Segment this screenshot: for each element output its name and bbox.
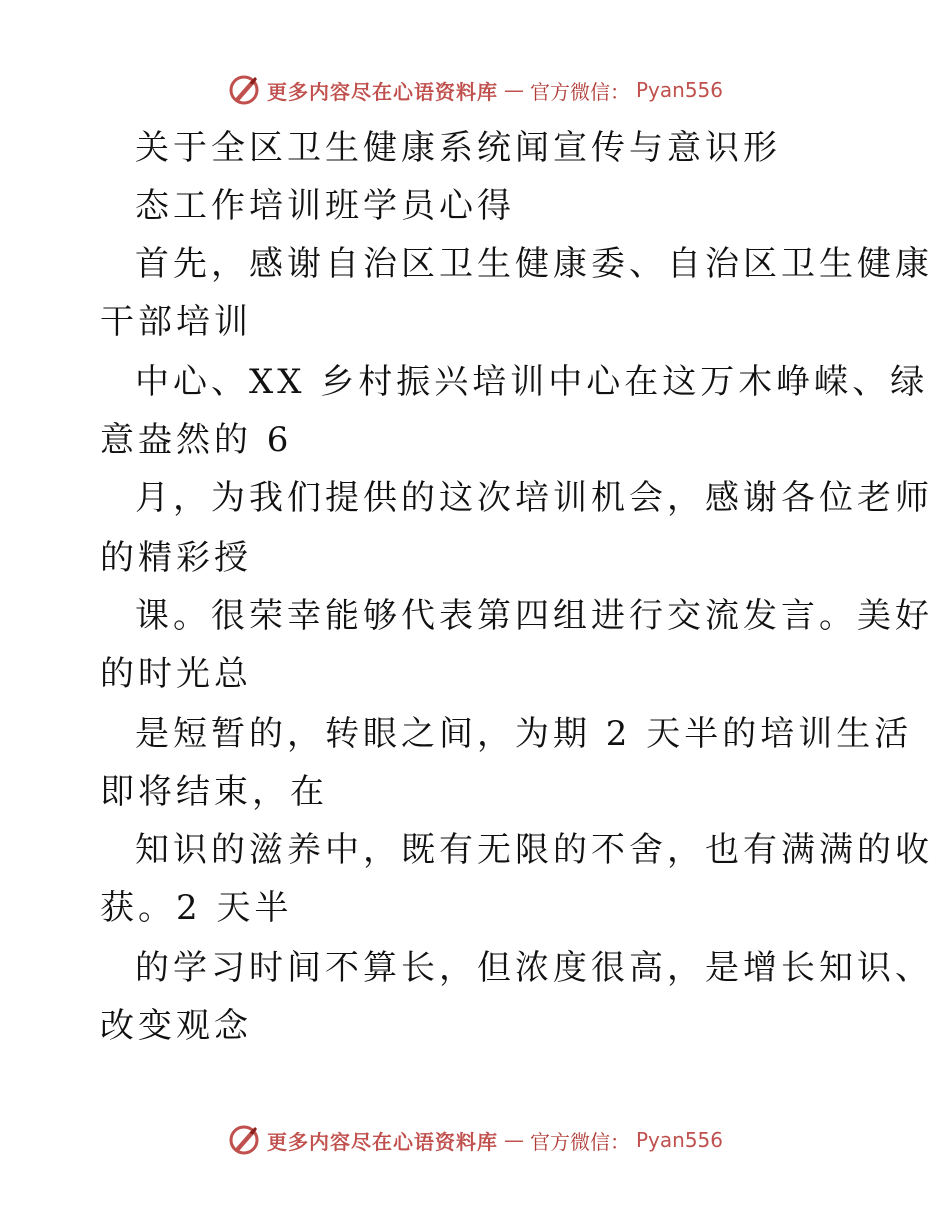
paragraph-line: 中心、XX 乡村振兴培训中心在这万木峥嵘、绿: [135, 362, 929, 402]
paragraph-line: 是短暂的，转眼之间，为期 2 天半的培训生活: [135, 714, 913, 754]
header-watermark: [0, 70, 950, 110]
paragraph-line: 获。2 天半: [100, 888, 293, 928]
paragraph-line: 首先，感谢自治区卫生健康委、自治区卫生健康: [135, 244, 933, 284]
paragraph-line: 即将结束，在: [100, 772, 328, 812]
paragraph-line: 月，为我们提供的这次培训机会，感谢各位老师: [135, 478, 933, 518]
paragraph-line: 的精彩授: [100, 538, 252, 578]
watermark-dash: —: [503, 78, 524, 102]
paragraph-line: 知识的滋养中，既有无限的不舍，也有满满的收: [135, 830, 933, 870]
watermark-dash: —: [503, 1128, 524, 1152]
paragraph-line: 意盎然的 6: [100, 420, 293, 460]
pen-logo-icon: [227, 1123, 261, 1157]
paragraph-line: 的时光总: [100, 654, 252, 694]
watermark-label: 官方微信：: [529, 1129, 630, 1154]
paragraph-line: 干部培训: [100, 302, 252, 342]
watermark-id: Pyan556: [635, 78, 723, 102]
paragraph-line: 的学习时间不算长，但浓度很高，是增长知识、: [135, 948, 933, 988]
watermark-id: Pyan556: [635, 1128, 723, 1152]
paragraph-line: 改变观念: [100, 1006, 252, 1046]
watermark-text: 更多内容尽在心语资料库: [266, 79, 498, 104]
paragraph-line: 课。很荣幸能够代表第四组进行交流发言。美好: [135, 596, 933, 636]
title-line-2: 态工作培训班学员心得: [135, 186, 515, 226]
footer-watermark: [0, 1120, 950, 1160]
watermark-label: 官方微信：: [529, 79, 630, 104]
watermark-text: 更多内容尽在心语资料库: [266, 1129, 498, 1154]
pen-logo-icon: [227, 73, 261, 107]
title-line-1: 关于全区卫生健康系统闻宣传与意识形: [135, 128, 781, 168]
